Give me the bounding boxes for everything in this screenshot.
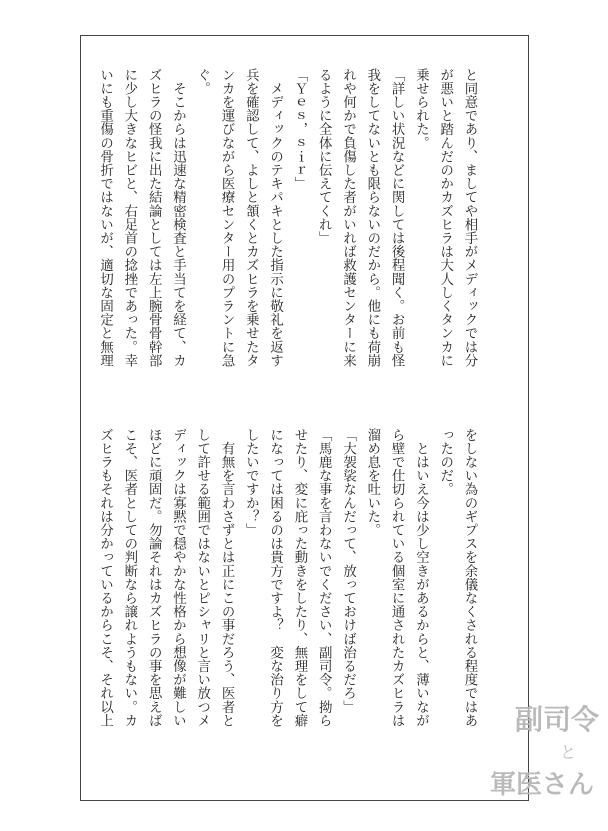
text-column: ディックは寡黙で穏やかな性格から想像が難しい [170,428,186,728]
text-column: ズヒラもそれは分かっているからこそ、それ以上 [97,428,113,728]
text-column: になっては困るのは貴方ですよ？ 変な治り方を [267,428,283,728]
watermark-line2: と [560,743,577,762]
text-column: 有無を言わさずとは正にこの事だろう、医者と [219,428,235,728]
text-column: 溜め息を吐いた。 [364,428,380,537]
text-column: ンカを運びながら医療センター用のプラントに急 [219,68,235,368]
watermark-line3: 軍医さん [490,770,595,800]
text-column: をしない為のギプスを余儀なくされる程度ではあ [462,428,477,728]
text-column: ぐ。 [194,68,210,96]
text-column: るように全体に伝えてくれ」 [316,68,332,245]
text-column: 「Ｙｅｓ，ｓｉｒ」 [291,68,307,191]
text-column: 「詳しい状況などに関しては後程聞く。お前も怪 [389,68,405,368]
text-column: ら壁で仕切られている個室に通されたカズヒラは [389,428,405,728]
text-column: ほどに頑固だ。勿論それはカズヒラの事を思えば [146,428,162,728]
text-column: が悪いと踏んだのかカズヒラは大人しくタンカに [437,68,453,368]
text-column: せたり、変に庇った動きをしたり、無理をして癖 [291,428,307,728]
text-column: れや何かで負傷した者がいれば救護センターに来 [340,68,356,368]
text-block-top [92,68,481,388]
text-column: 乗せられた。 [413,68,429,150]
text-block-bottom [92,428,481,748]
text-column: したいですか？」 [243,428,259,537]
text-column: とはいえ今は少し空きがあるからと、薄いなが [413,428,429,728]
text-column: いにも重傷の骨折ではないが、適切な固定と無理 [97,68,113,368]
text-column: そこからは迅速な精密検査と手当てを経て、カ [170,68,186,368]
text-column: ズヒラの怪我に出た結論としては左上腕骨骨幹部 [146,68,162,368]
watermark-line1: 副司令 [515,703,600,736]
text-column: ったのだ。 [437,428,453,496]
text-column: して許せる範囲ではないとピシャリと言い放つメ [194,428,210,728]
text-column: 我をしてないとも限らないのだから。他にも荷崩 [364,68,380,368]
text-column: 兵を確認して、よしと頷くとカズヒラを乗せたタ [243,68,259,368]
text-column: と同意であり、ましてや相手がメディックでは分 [462,68,477,368]
text-column: こそ、医者としての判断なら譲れようもない。カ [121,428,137,728]
text-column: 「大袈裟なんだって、放っておけば治るだろ」 [340,428,356,714]
text-column: 「馬鹿な事を言わないでください、副司令。拗ら [316,428,332,728]
text-column: メディックのテキパキとした指示に敬礼を返す [267,68,283,368]
text-column: に少し大きなヒビと、右足首の捻挫であった。幸 [121,68,137,368]
